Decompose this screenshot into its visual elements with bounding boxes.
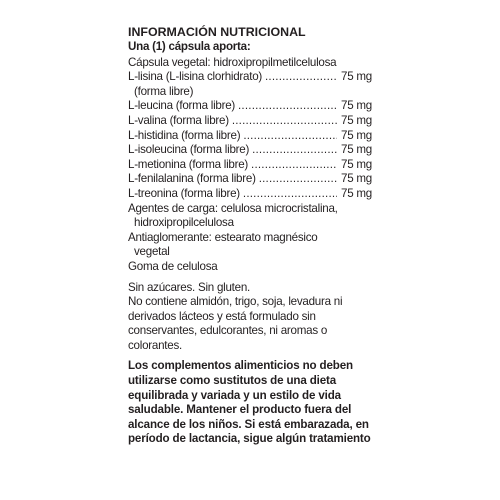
capsule-line: Cápsula vegetal: hidroxipropilmetilcelulosa	[128, 55, 337, 69]
ingredient-amount: 75 mg	[341, 113, 372, 127]
ingredient-amount: 75 mg	[341, 157, 372, 171]
anticaking-line: Antiaglomerante: estearato magnésico	[128, 230, 318, 244]
ingredient-row	[128, 187, 372, 202]
ingredient-name: L-leucina (forma libre)	[128, 99, 236, 113]
ingredient-amount: 75 mg	[341, 99, 372, 113]
warning-line: Los complementos alimenticios no deben	[128, 359, 353, 373]
allergen-line: No contiene almidón, trigo, soja, levadura ni	[128, 295, 343, 309]
anticaking-line: vegetal	[134, 245, 170, 259]
leader-dots	[251, 158, 337, 173]
ingredient-name: L-metionina (forma libre)	[128, 157, 249, 171]
nutrition-info-panel	[128, 24, 376, 447]
warning-line: alcance de los niños. Si está embarazada, en	[128, 417, 369, 431]
ingredient-amount: 75 mg	[341, 143, 372, 157]
ingredient-name: L-isoleucina (forma libre)	[128, 143, 250, 157]
leader-dots	[243, 187, 337, 202]
anticaking-agent	[128, 231, 376, 260]
bulking-agents-line: Agentes de carga: celulosa microcristalina,	[128, 201, 338, 215]
free-from-statement: Sin azúcares. Sin gluten.	[128, 280, 251, 294]
ingredient-row	[128, 158, 372, 173]
ingredient-name: L-lisina (L-lisina clorhidrato)	[128, 70, 263, 84]
ingredient-row	[128, 99, 372, 114]
ingredient-name: L-treonina (forma libre)	[128, 186, 240, 200]
warning-line: saludable. Mantener el producto fuera del	[128, 403, 352, 417]
allergen-line: colorantes.	[128, 338, 182, 352]
ingredient-name: L-fenilalanina (forma libre)	[128, 172, 256, 186]
allergen-line: conservantes, edulcorantes, ni aromas o	[128, 324, 328, 338]
ingredient-row	[128, 114, 372, 129]
leader-dots	[259, 172, 337, 187]
ingredient-row	[128, 143, 372, 158]
ingredient-amount: 75 mg	[341, 128, 372, 142]
ingredient-name: L-histidina (forma libre)	[128, 128, 241, 142]
warning-line: utilizarse como sustitutos de una dieta	[128, 374, 337, 388]
ingredient-name: L-valina (forma libre)	[128, 113, 229, 127]
leader-dots	[238, 99, 337, 114]
cellulose-gum: Goma de celulosa	[128, 259, 218, 273]
allergen-statement	[128, 295, 376, 353]
bulking-agents-line: hidroxipropilcelulosa	[134, 216, 234, 230]
ingredient-row	[128, 129, 372, 144]
warning-text	[128, 359, 376, 447]
warning-line: equilibrada y variada y un estilo de vida	[128, 388, 341, 402]
ingredient-amount: 75 mg	[341, 172, 372, 186]
ingredient-row	[128, 70, 372, 85]
allergen-line: derivados lácteos y está formulado sin	[128, 309, 316, 323]
leader-dots	[232, 114, 337, 129]
leader-dots	[243, 129, 337, 144]
section-title: INFORMACIÓN NUTRICIONAL	[128, 25, 306, 39]
ingredient-amount: 75 mg	[341, 186, 372, 200]
warning-line: período de lactancia, sigue algún tratamiento	[128, 432, 371, 446]
ingredient-row	[128, 172, 372, 187]
leader-dots	[265, 70, 337, 85]
ingredient-list	[128, 70, 376, 201]
bulking-agents	[128, 202, 376, 231]
serving-heading: Una (1) cápsula aporta:	[128, 40, 251, 53]
ingredient-note: (forma libre)	[134, 84, 194, 98]
ingredient-amount: 75 mg	[341, 70, 372, 84]
leader-dots	[252, 143, 337, 158]
